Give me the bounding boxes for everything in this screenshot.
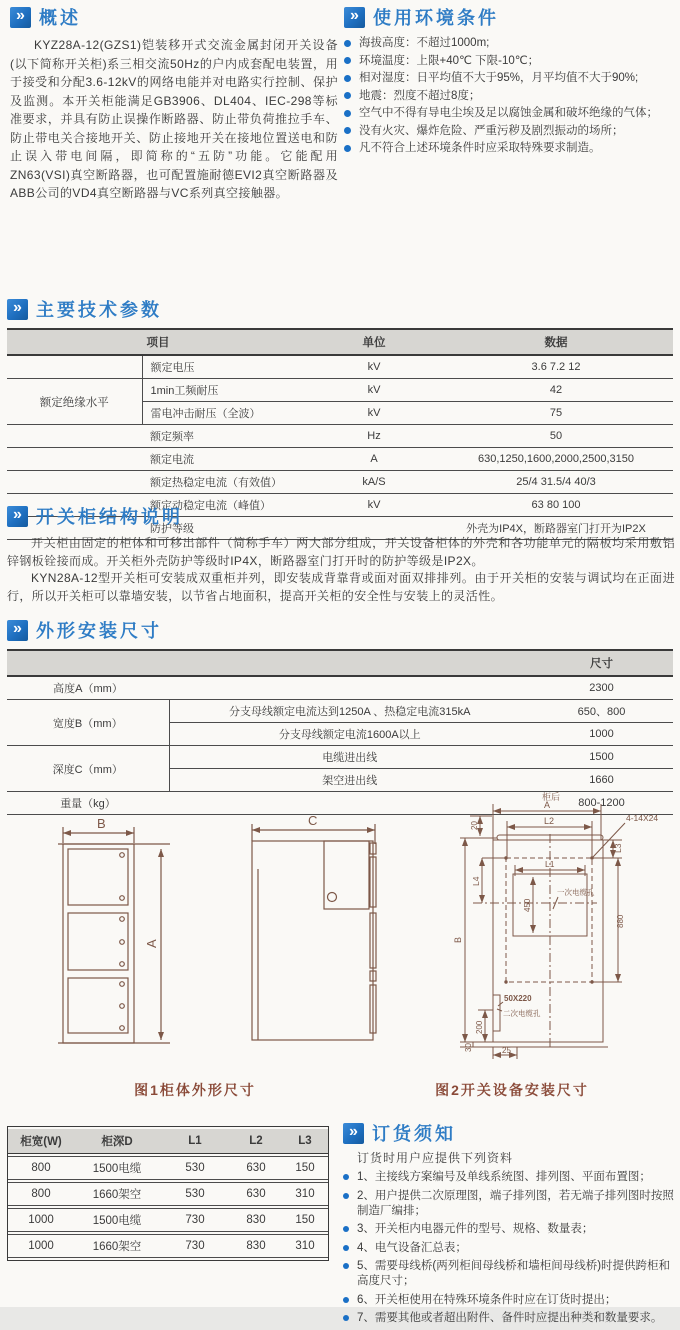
table-row [7, 700, 673, 723]
size-cell: 310 [282, 1234, 328, 1258]
list-item [343, 1222, 677, 1237]
section-chevron-icon: » [7, 620, 28, 641]
list-item-text: 相对湿度：日平均值不大于95%，月平均值不大于90%; [359, 72, 639, 84]
dims-size-header: 尺寸 [530, 650, 673, 676]
dim-label-30: 30 [464, 1043, 473, 1052]
tech-group-cell [7, 471, 142, 494]
structure-paragraph: 开关柜由固定的柜体和可移出部件（简称手车）两大部分组成，开关设备柜体的外壳和各功能单元的隔板均采用敷铝锌钢板铨接而成。开关柜外壳防护等级时IP4X，断路器室门打开时的防护等级是IP2X。 [7, 536, 675, 568]
section-chevron-icon: » [7, 506, 28, 527]
dims-sub-cell: 分支母线额定电流达到1250A 、热稳定电流315kA [169, 700, 530, 723]
tech-unit-cell: Hz [309, 425, 439, 448]
list-item-text: 海拔高度：不超过1000m; [359, 37, 490, 49]
tech-item-cell: 额定电压 [142, 355, 309, 379]
list-item-text: 凡不符合上述环境条件时应采取特殊要求制造。 [359, 142, 601, 154]
tech-unit-cell: A [309, 448, 439, 471]
dim-label-b: B [97, 816, 106, 831]
list-item [344, 141, 676, 156]
list-item [343, 1170, 677, 1185]
tech-group-cell [7, 425, 142, 448]
tech-col-data: 数据 [439, 329, 673, 355]
dims-value-cell: 1660 [530, 769, 673, 792]
dim-label-20: 20 [470, 821, 479, 830]
bullet-icon [343, 1226, 349, 1232]
dims-sub-cell [169, 676, 530, 700]
bullet-icon [344, 127, 351, 134]
overview-section [10, 4, 338, 203]
installation-drawing [440, 790, 678, 1070]
size-cell: 310 [282, 1182, 328, 1206]
tech-data-cell: 外壳为IP4X，断路器室门打开为IP2X [439, 517, 673, 540]
table-header-row [8, 1129, 328, 1154]
dims-label-cell: 宽度B（mm） [7, 700, 169, 746]
size-cell: 1500电缆 [74, 1156, 160, 1180]
dims-label-cell: 重量（kg） [7, 792, 169, 815]
size-cell: 1000 [8, 1234, 74, 1258]
table-row [7, 355, 673, 379]
dim-label-880: 880 [616, 914, 625, 928]
structure-title: 开关柜结构说明 [36, 507, 183, 527]
size-cell: 730 [160, 1234, 230, 1258]
tech-unit-cell: kV [309, 494, 439, 517]
table-row [8, 1208, 328, 1232]
dims-value-cell: 800-1200 [530, 792, 673, 815]
dims-empty-header [7, 650, 530, 676]
size-cell: 150 [282, 1208, 328, 1232]
tech-params-title: 主要技术参数 [36, 300, 162, 320]
list-item [344, 124, 676, 139]
list-item [344, 54, 676, 69]
table-row [8, 1156, 328, 1180]
tech-data-cell: 3.6 7.2 12 [439, 355, 673, 379]
list-item [343, 1241, 677, 1256]
list-item-text: 1、主接线方案编号及单线系统图、排列图、平面布置图； [357, 1171, 651, 1183]
list-item [343, 1259, 677, 1289]
dim-label-l1: L1 [545, 859, 555, 869]
tech-params-header [7, 296, 673, 322]
dim-label-450: 450 [523, 898, 532, 912]
bullet-icon [343, 1174, 349, 1180]
table-row [8, 1234, 328, 1258]
dim-label-c: C [308, 813, 318, 828]
table-row [7, 746, 673, 769]
size-cell: 830 [230, 1208, 282, 1232]
size-cell: 800 [8, 1182, 74, 1206]
list-item [344, 106, 676, 121]
ordering-header [343, 1120, 677, 1146]
dim-label-a: A [144, 939, 159, 948]
environment-section [344, 4, 676, 159]
tech-group-cell [7, 355, 142, 379]
list-item-text: 3、开关柜内电器元件的型号、规格、数量表； [357, 1223, 594, 1235]
bullet-icon [344, 145, 351, 152]
dims-value-cell: 1500 [530, 746, 673, 769]
list-item-text: 5、需要母线桥(两列柜间母线桥和墙柜间母线桥)时提供跨柜和高度尺寸； [357, 1260, 671, 1287]
dims-label-cell: 深度C（mm） [7, 746, 169, 792]
dim-label-a: A [544, 800, 551, 810]
dim-label-l2: L2 [544, 816, 555, 826]
cabinet-side-drawing [248, 794, 383, 1046]
tech-item-cell: 额定热稳定电流（有效值） [142, 471, 309, 494]
dim-label-l3: L3 [613, 843, 623, 853]
tech-col-unit: 单位 [309, 329, 439, 355]
list-item [344, 36, 676, 51]
structure-paragraph: KYN28A-12型开关柜可安装成双重柜并列，即安装成背靠背或面对面双排排列。由于开关柜的安装与调试均在正面进行，所以开关柜可以靠墙安装，以节省占地面积，提高开关柜的安全性与安装上的灵活性。 [7, 571, 675, 603]
section-chevron-icon: » [7, 299, 28, 320]
table-row [7, 471, 673, 494]
table-row [7, 379, 673, 402]
dims-sub-cell: 架空进出线 [169, 769, 530, 792]
size-cell: 800 [8, 1156, 74, 1180]
list-item-text: 空气中不得有导电尘埃及足以腐蚀金属和破坏绝缘的气体； [359, 107, 658, 119]
tech-item-cell: 额定动稳定电流（峰值） [142, 494, 309, 517]
size-col-width: 柜宽(W) [8, 1129, 74, 1154]
size-cell: 630 [230, 1156, 282, 1180]
tech-item-cell: 雷电冲击耐压（全波） [142, 402, 309, 425]
figure2-caption: 图2开关设备安装尺寸 [435, 1082, 589, 1098]
list-item-text: 没有火灾、爆炸危险、严重污秽及剧烈振动的场所； [359, 124, 624, 137]
dims-value-cell: 650、800 [530, 700, 673, 723]
ordering-subtitle: 订货时用户应提供下列资料 [357, 1151, 514, 1165]
tech-data-cell: 63 80 100 [439, 494, 673, 517]
dimensions-header [7, 617, 673, 643]
tech-data-cell: 630,1250,1600,2000,2500,3150 [439, 448, 673, 471]
tech-unit-cell: kA/S [309, 471, 439, 494]
table-row [8, 1182, 328, 1206]
list-item [343, 1311, 677, 1326]
size-cell: 1000 [8, 1208, 74, 1232]
size-cell: 1660架空 [74, 1182, 160, 1206]
dim-label-rear: 柜后 [542, 792, 561, 802]
size-cell: 630 [230, 1182, 282, 1206]
dim-label-primary-hole: 一次电缆孔 [557, 888, 595, 897]
list-item-text: 7、需要其他或者超出附件、备件时应提出种类和数量要求。 [357, 1312, 663, 1324]
bullet-icon [344, 57, 351, 64]
cabinet-front-drawing [50, 797, 180, 1055]
table-header-row [7, 329, 673, 355]
bullet-icon [344, 110, 351, 117]
table-row [7, 425, 673, 448]
bullet-icon [343, 1193, 349, 1199]
bullet-icon [344, 75, 351, 82]
list-item-text: 2、用户提供二次原理图，端子排列图，若无端子排列图时按照制造厂编排； [357, 1189, 674, 1217]
dims-sub-cell: 电缆进出线 [169, 746, 530, 769]
table-header-row [7, 650, 673, 676]
section-chevron-icon: » [344, 7, 365, 28]
figure1-caption: 图1柜体外形尺寸 [134, 1082, 256, 1098]
section-chevron-icon: » [343, 1123, 364, 1144]
structure-header [7, 503, 675, 529]
tech-item-cell: 1min工频耐压 [142, 379, 309, 402]
environment-header [344, 4, 676, 30]
size-cell: 1500电缆 [74, 1208, 160, 1232]
list-item-text: 4、电气设备汇总表； [357, 1241, 467, 1254]
size-cell: 830 [230, 1234, 282, 1258]
tech-col-item: 项目 [7, 329, 309, 355]
size-cell: 150 [282, 1156, 328, 1180]
size-col-depth: 柜深D [74, 1129, 160, 1154]
list-item-text: 6、开关柜使用在特殊环境条件时应在订货时提出； [357, 1293, 617, 1306]
size-cell: 530 [160, 1156, 230, 1180]
tech-item-cell: 额定频率 [142, 425, 309, 448]
structure-section [7, 503, 675, 605]
environment-title: 使用环境条件 [373, 8, 499, 28]
table-row [7, 676, 673, 700]
list-item-text: 环境温度：上限+40℃ 下限-10℃； [359, 54, 540, 67]
tech-unit-cell: kV [309, 355, 439, 379]
dims-label-cell: 高度A（mm） [7, 676, 169, 700]
dimensions-section [7, 617, 673, 815]
dim-label-25: 25 [502, 1046, 511, 1055]
size-cell: 1660架空 [74, 1234, 160, 1258]
section-chevron-icon: » [10, 7, 31, 28]
bullet-icon [343, 1263, 349, 1269]
list-item-text: 地震：烈度不超过8度； [359, 89, 481, 102]
dim-label-holes: 4-14X24 [626, 813, 659, 823]
size-cell: 530 [160, 1182, 230, 1206]
environment-list [344, 36, 676, 156]
tech-unit-cell: kV [309, 379, 439, 402]
tech-data-cell: 50 [439, 425, 673, 448]
dims-sub-cell: 分支母线额定电流1600A以上 [169, 723, 530, 746]
tech-data-cell: 42 [439, 379, 673, 402]
tech-item-cell: 防护等级 [142, 517, 309, 540]
tech-group-cell [7, 448, 142, 471]
list-item [343, 1189, 677, 1219]
bullet-icon [343, 1297, 349, 1303]
dimensions-title: 外形安装尺寸 [36, 621, 162, 641]
tech-data-cell: 25/4 31.5/4 40/3 [439, 471, 673, 494]
size-table [7, 1126, 329, 1261]
dim-label-200: 200 [475, 1020, 484, 1034]
dims-value-cell: 2300 [530, 676, 673, 700]
overview-title: 概述 [39, 8, 81, 28]
bullet-icon [344, 40, 351, 47]
dim-label-b: B [453, 936, 463, 943]
table-row [7, 448, 673, 471]
dims-value-cell: 1000 [530, 723, 673, 746]
bullet-icon [344, 92, 351, 99]
size-cell: 730 [160, 1208, 230, 1232]
tech-item-cell: 额定电流 [142, 448, 309, 471]
tech-unit-cell: kV [309, 402, 439, 425]
size-col-l2: L2 [230, 1129, 282, 1154]
ordering-title: 订货须知 [372, 1124, 456, 1144]
ordering-section [343, 1120, 677, 1330]
overview-header [10, 4, 338, 30]
dim-label-secondary-hole: 二次电缆孔 [503, 1009, 541, 1018]
overview-body: KYZ28A-12(GZS1)铠装移开式交流金属封闭开关设备(以下简称开关柜)系三相交流50Hz的户内成套配电装置，用于接受和分配3.6-12kV的网络电能并对电路实行控制、保护及监测。本开关柜能满足GB3906、DL404、IEC-298等标准要求，并具有防止误操作断路器、防止带负荷推拉手车、防止带电关合接地开关、防止接地开关在接地位置送电和防止误入带电间隔，即简称的“五防”功能。它能配用ZN63(VSI)真空断路器，也可配置施耐德EVI2真空断路器及ABB公司的VD4真空断路器与VC系列真空接触器。 [10, 38, 338, 200]
bullet-icon [343, 1315, 349, 1321]
bullet-icon [343, 1245, 349, 1251]
list-item [344, 71, 676, 86]
size-col-l1: L1 [160, 1129, 230, 1154]
tech-data-cell: 75 [439, 402, 673, 425]
ordering-list [343, 1170, 677, 1326]
list-item [344, 89, 676, 104]
tech-group-cell: 额定绝缘水平 [7, 379, 142, 425]
list-item [343, 1293, 677, 1308]
dim-label-slot: 50X220 [504, 994, 532, 1003]
dim-label-l4: L4 [471, 876, 481, 886]
size-col-l3: L3 [282, 1129, 328, 1154]
